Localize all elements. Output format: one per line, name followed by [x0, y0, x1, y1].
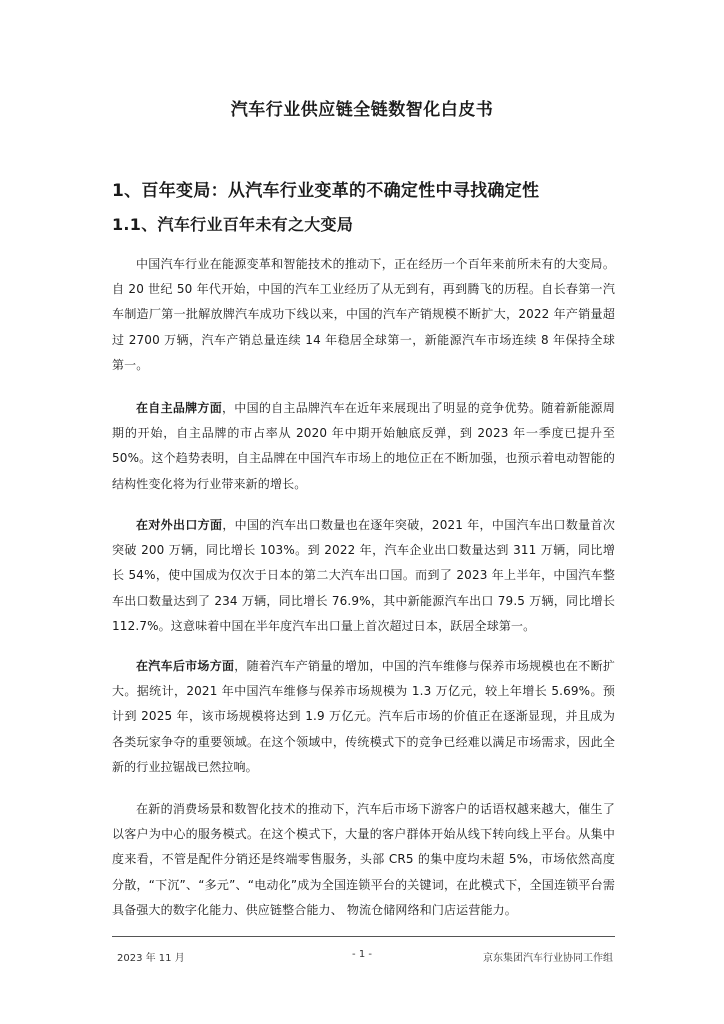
paragraph-text: ，中国的自主品牌汽车在近年来展现出了明显的竞争优势。随着新能源周期的开始，自主品牌的市占率从 2020 年中期开始触底反弹，到 2023 年一季度已提升至 50%。这个趋势表明，自主品牌在中国汽车市场上的地位正在不断加强，也预示着电动智能的结构性变化将为行业带来新的增长。 — [112, 401, 615, 491]
paragraph-own-brands — [112, 396, 615, 497]
paragraph-lead: 在对外出口方面 — [136, 518, 223, 532]
footer-organization: 京东集团汽车行业协同工作组 — [483, 953, 613, 964]
paragraph-text: 中国汽车行业在能源变革和智能技术的推动下，正在经历一个百年来前所未有的大变局。自 20 世纪 50 年代开始，中国的汽车工业经历了从无到有，再到腾飞的历程。自长春第一汽车制造厂第一批解放牌汽车成功下线以来，中国的汽车产销规模不断扩大，2022 年产销量超过 2700 万辆，汽车产销总量连续 14 年稳居全球第一，新能源汽车市场连续 8 年保持全球第一。 — [112, 257, 615, 372]
document-title: 汽车行业供应链全链数智化白皮书 — [230, 100, 494, 120]
footer-date: 2023 年 11 月 — [117, 953, 185, 964]
subsection-heading: 1.1、汽车行业百年未有之大变局 — [112, 215, 354, 234]
footer-divider — [112, 936, 615, 937]
footer-page-number: - 1 - — [352, 949, 372, 960]
paragraph-aftermarket — [112, 654, 615, 780]
paragraph-text: ，随着汽车产销量的增加，中国的汽车维修与保养市场规模也在不断扩大。据统计，2021 年中国汽车维修与保养市场规模为 1.3 万亿元，较上年增长 5.69%。预计到 2025 年，该市场规模将达到 1.9 万亿元。汽车后市场的价值正在逐渐显现，并且成为各类玩家争夺的重要领域。在这个领域中，传统模式下的竞争已经难以满足市场需求，因此全新的行业拉锯战已然拉响。 — [112, 659, 616, 774]
paragraph-text: ，中国的汽车出口数量也在逐年突破，2021 年，中国汽车出口数量首次突破 200 万辆，同比增长 103%。到 2022 年，汽车企业出口数量达到 311 万辆，同比增长 54%，使中国成为仅次于日本的第二大汽车出口国。而到了 2023 年上半年，中国汽车整车出口数量达到了 234 万辆，同比增长 76.9%，其中新能源汽车出口 79.5 万辆，同比增长 112.7%。这意味着中国在半年度汽车出口量上首次超过日本，跃居全球第一。 — [112, 518, 615, 633]
paragraph-text: 在新的消费场景和数智化技术的推动下，汽车后市场下游客户的话语权越来越大，催生了以客户为中心的服务模式。在这个模式下，大量的客户群体开始从线下转向线上平台。从集中度来看，不管是配件分销还是终端零售服务，头部 CR5 的集中度均未超 5%，市场依然高度分散，“下沉”、“多元”、“电动化”成为全国连锁平台的关键词，在此模式下，全国连锁平台需具备强大的数字化能力、供应链整合能力、 物流仓储网络和门店运营能力。 — [112, 802, 615, 917]
paragraph-consumption — [112, 797, 615, 923]
paragraph-lead: 在汽车后市场方面 — [136, 659, 235, 673]
paragraph-intro — [112, 252, 615, 378]
section-heading: 1、百年变局：从汽车行业变革的不确定性中寻找确定性 — [112, 181, 540, 201]
paragraph-lead: 在自主品牌方面 — [136, 401, 222, 415]
paragraph-exports — [112, 513, 615, 639]
